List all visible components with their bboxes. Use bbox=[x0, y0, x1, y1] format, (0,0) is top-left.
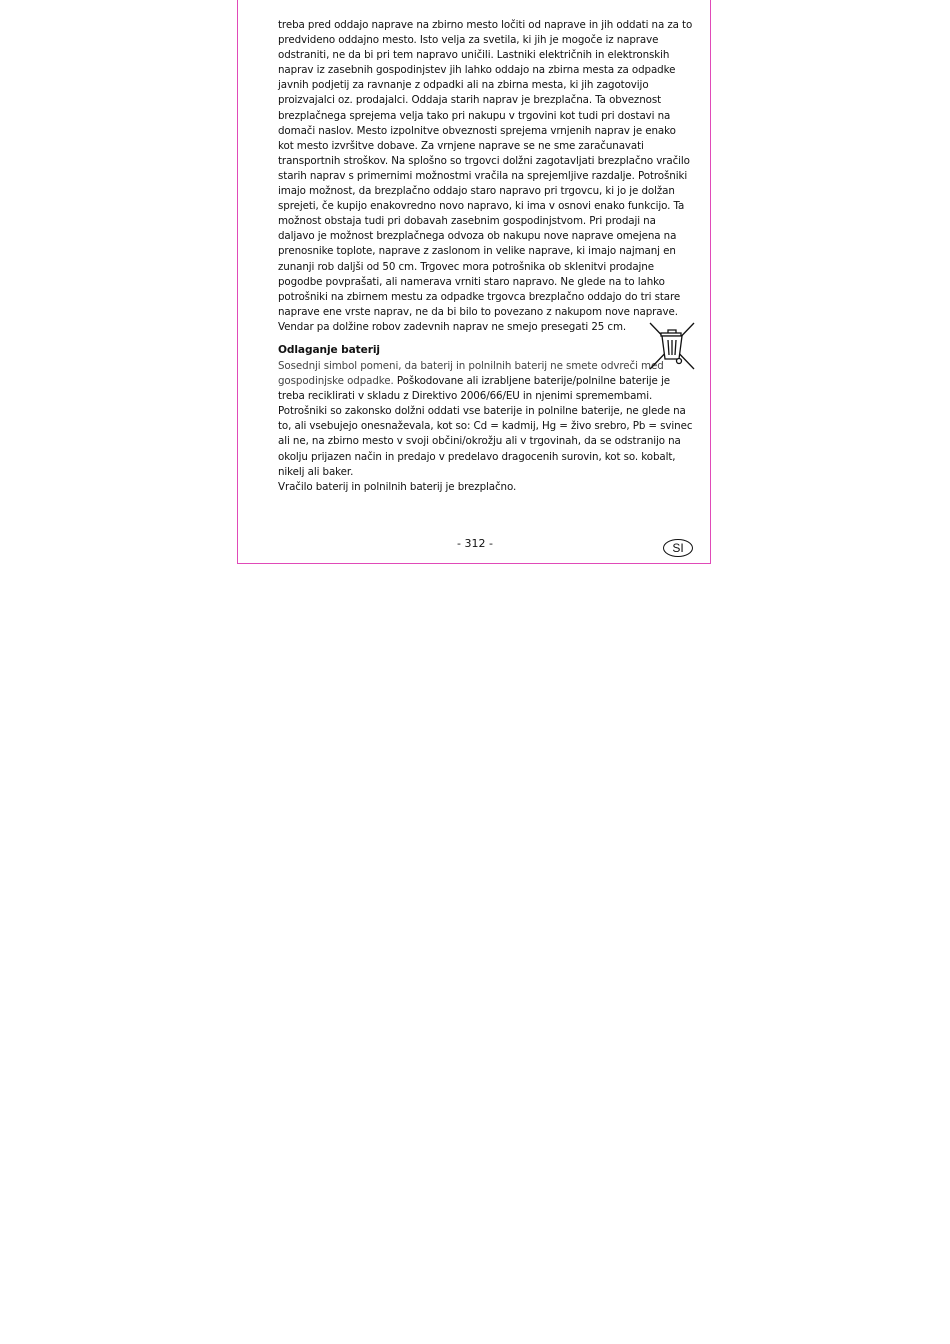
page-number: - 312 - bbox=[457, 537, 493, 550]
battery-body-text: Poškodovane ali izrabljene baterije/polnilne baterije je treba reciklirati v skladu z Direktivo 2006/66/EU in njenimi spremembami. Potrošniki so zakonsko dolžni oddati vse baterije in polnilne baterije, ne glede na to, ali vsebujejo onesnaževala, kot so: Cd = kadmij, Hg = živo srebro, Pb = svinec ali ne, na zbirno mesto v svoji občini/okrožju ali v trgovinah, da se odstranijo na okolju prijazen način in predajo v predelavo dragocenih surovin, kot so. kobalt, nikelj ali baker. bbox=[278, 375, 693, 478]
battery-disposal-section bbox=[278, 343, 694, 495]
battery-intro-text: Sosednji simbol pomeni, da baterij in polnilnih baterij ne smete odvreči med gospodinjske odpadke. bbox=[278, 359, 664, 388]
battery-paragraph bbox=[278, 359, 694, 480]
document-content bbox=[278, 18, 694, 495]
crossed-out-wheelie-bin-icon bbox=[648, 321, 696, 371]
battery-refund-line: Vračilo baterij in polnilnih baterij je brezplačno. bbox=[278, 480, 517, 493]
disposal-paragraph: treba pred oddajo naprave na zbirno mesto ločiti od naprave in jih oddati na za to predvideno oddajno mesto. Isto velja za svetila, ki jih je mogoče iz naprave odstraniti, ne da bi pri tem napravo uničili. Lastniki električnih in elektronskih naprav iz zasebnih gospodinjstev jih lahko oddajo na zbirna mesta za odpadke javnih podjetij za ravnanje z odpadki ali na zbirna mesta, ki jih zagotovijo proizvajalci oz. prodajalci. Oddaja starih naprav je brezplačna. Ta obveznost brezplačnega sprejema velja tako pri nakupu v trgovini kot tudi pri dostavi na domači naslov. Mesto izpolnitve obveznosti sprejema vrnjenih naprav je enako kot mesto izvršitve dobave. Za vrnjene naprave se ne sme zaračunavati transportnih stroškov. Na splošno so trgovci dolžni zagotavljati brezplačno vračilo starih naprav s primernimi možnostmi vračila na sprejemljive razdalje. Potrošniki imajo možnost, da brezplačno oddajo staro napravo pri trgovcu, ki jo je dolžan sprejeti, če kupijo enakovredno novo napravo, ki ima v osnovi enako funkcijo. Ta možnost obstaja tudi pri dobavah zasebnim gospodinjstvom. Pri prodaji na daljavo je možnost brezplačnega odvoza ob nakupu nove naprave omejena na prenosnike toplote, naprave z zaslonom in velike naprave, ki imajo najmanj en zunanji rob daljši od 50 cm. Trgovec mora potrošnika ob sklenitvi prodajne pogodbe povprašati, ali namerava vrniti staro napravo. Ne glede na to lahko potrošniki na zbirnem mestu za odpadke trgovca brezplačno oddajo do tri stare naprave ene vrste naprav, ne da bi bilo to povezano z nakupom nove naprave. Vendar pa dolžine robov zadevnih naprav ne smejo presegati 25 cm. bbox=[278, 19, 693, 333]
section-heading: Odlaganje baterij bbox=[278, 343, 380, 356]
language-badge: SI bbox=[663, 539, 693, 557]
